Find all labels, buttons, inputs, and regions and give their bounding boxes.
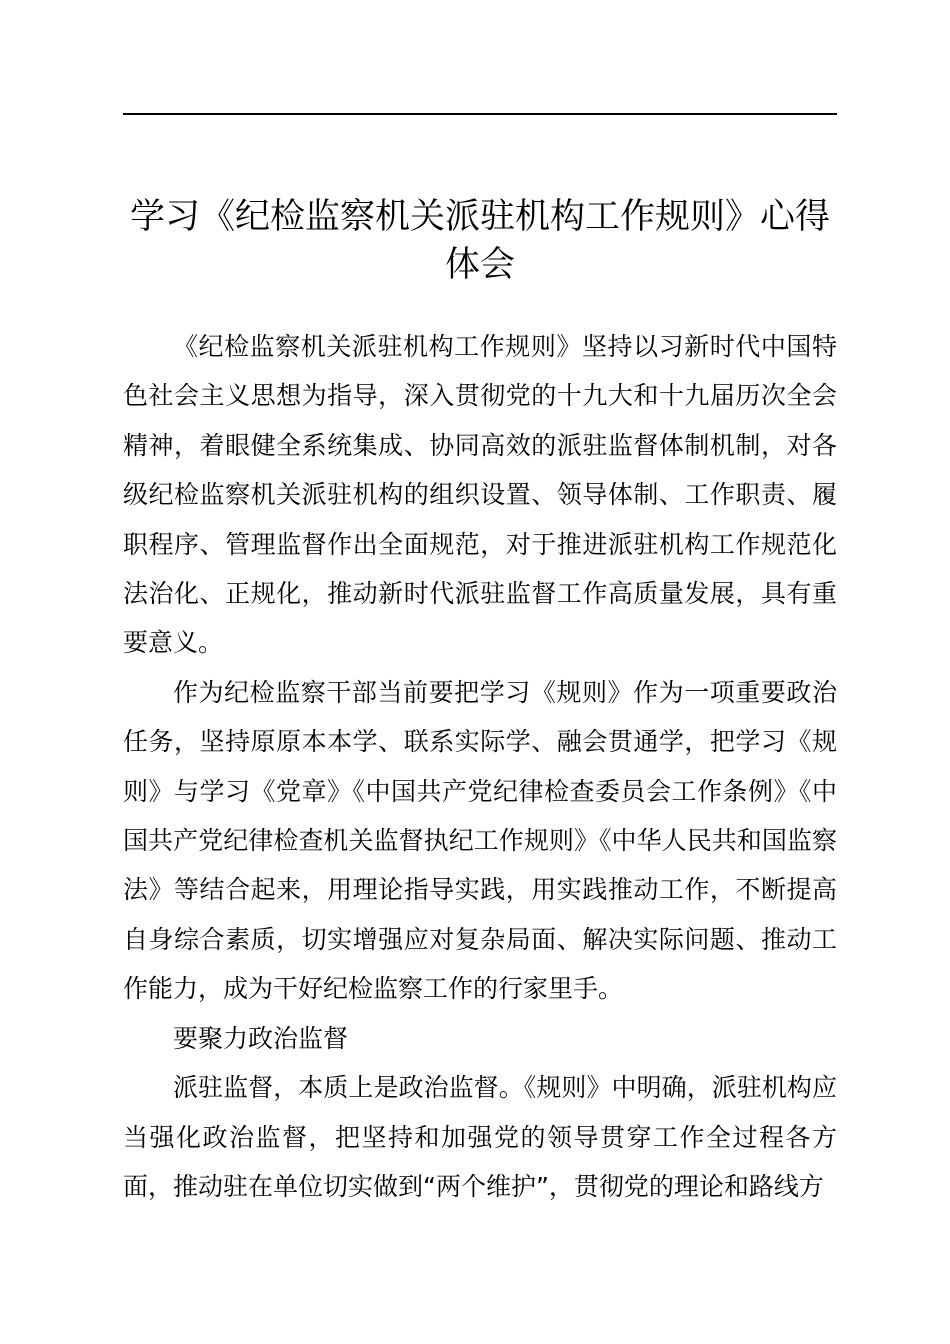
document-body: [123, 322, 837, 1211]
header-rule: [123, 113, 837, 115]
paragraph-intro: 《纪检监察机关派驻机构工作规则》坚持以习新时代中国特色社会主义思想为指导，深入贯彻党的十九大和十九届历次全会精神，着眼健全系统集成、协同高效的派驻监督体制机制，对各级纪检监察机关派驻机构的组织设置、领导体制、工作职责、履职程序、管理监督作出全面规范，对于推进派驻机构工作规范化法治化、正规化，推动新时代派驻监督工作高质量发展，具有重要意义。: [123, 332, 837, 658]
section-heading: 要聚力政治监督: [173, 1023, 349, 1053]
paragraph-study: 作为纪检监察干部当前要把学习《规则》作为一项重要政治任务，坚持原原本本学、联系实际学、融会贯通学，把学习《规则》与学习《党章》《中国共产党纪律检查委员会工作条例》《中国共产党纪律检查机关监督执纪工作规则》《中华人民共和国监察法》等结合起来，用理论指导实践，用实践推动工作，不断提高自身综合素质，切实增强应对复杂局面、解决实际问题、推动工作能力，成为干好纪检监察工作的行家里手。: [123, 677, 837, 1004]
paragraph-political-supervision: 派驻监督，本质上是政治监督。《规则》中明确，派驻机构应当强化政治监督，把坚持和加强党的领导贯穿工作全过程各方面，推动驻在单位切实做到“两个维护”，贯彻党的理论和路线方: [123, 1073, 837, 1201]
document-title: 学习《纪检监察机关派驻机构工作规则》心得体会: [129, 197, 830, 286]
